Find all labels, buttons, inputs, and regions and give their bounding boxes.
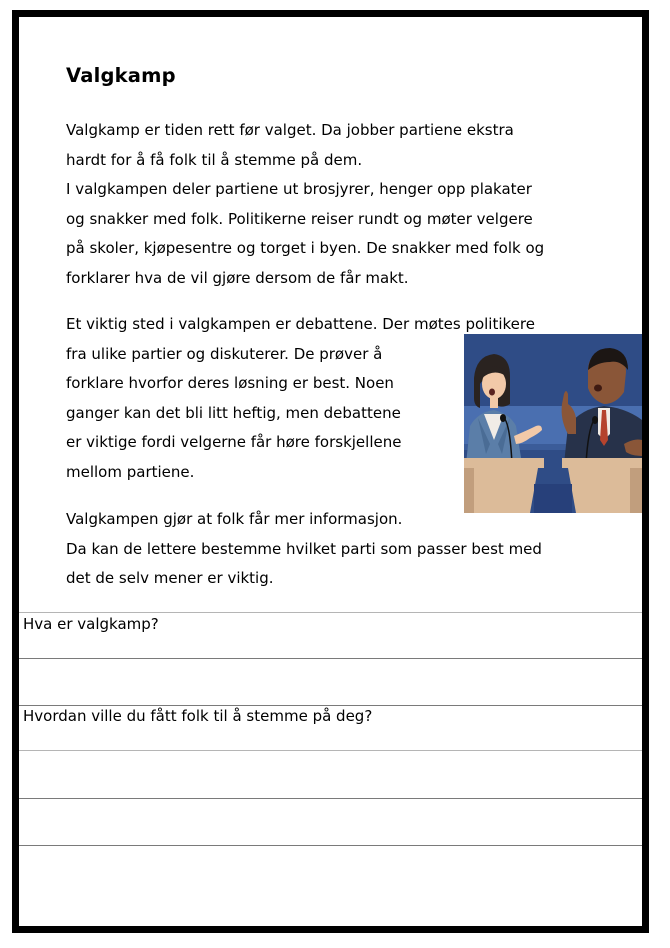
paragraph-conclusion <box>66 505 542 594</box>
answer-line[interactable] <box>19 845 642 846</box>
text-line: og snakker med folk. Politikerne reiser rundt og møter velgere <box>66 209 533 228</box>
text-line: hardt for å få folk til å stemme på dem. <box>66 150 363 169</box>
text-line: forklarer hva de vil gjøre dersom de får makt. <box>66 268 409 287</box>
question-1: Hva er valgkamp? <box>23 615 159 633</box>
answer-line[interactable] <box>19 750 642 751</box>
text-line: fra ulike partier og diskuterer. De prøver å <box>66 344 383 363</box>
text-line: det de selv mener er viktig. <box>66 569 274 587</box>
text-line: mellom partiene. <box>66 462 195 481</box>
text-line: er viktige fordi velgerne får høre forskjellene <box>66 433 402 451</box>
text-line: ganger kan det bli litt heftig, men debattene <box>66 403 401 422</box>
answer-line[interactable] <box>19 658 642 659</box>
worksheet-title: Valgkamp <box>66 64 176 87</box>
answer-line[interactable] <box>19 798 642 799</box>
text-line: Da kan de lettere bestemme hvilket parti som passer best med <box>66 539 542 558</box>
debate-illustration <box>464 334 642 513</box>
text-line: Valgkampen gjør at folk får mer informasjon. <box>66 510 403 528</box>
paragraph-intro <box>66 116 544 293</box>
rule-line <box>19 612 642 613</box>
text-line: på skoler, kjøpesentre og torget i byen. De snakker med folk og <box>66 239 545 257</box>
debate-image <box>464 334 642 513</box>
text-line: I valgkampen deler partiene ut brosjyrer, henger opp plakater <box>66 180 532 198</box>
rule-line <box>19 705 642 706</box>
text-line: Valgkamp er tiden rett før valget. Da jobber partiene ekstra <box>66 121 514 139</box>
text-line: Et viktig sted i valgkampen er debattene. Der møtes politikere <box>66 315 535 333</box>
question-2: Hvordan ville du fått folk til å stemme på deg? <box>23 707 373 725</box>
text-line: forklare hvorfor deres løsning er best. Noen <box>66 374 394 392</box>
